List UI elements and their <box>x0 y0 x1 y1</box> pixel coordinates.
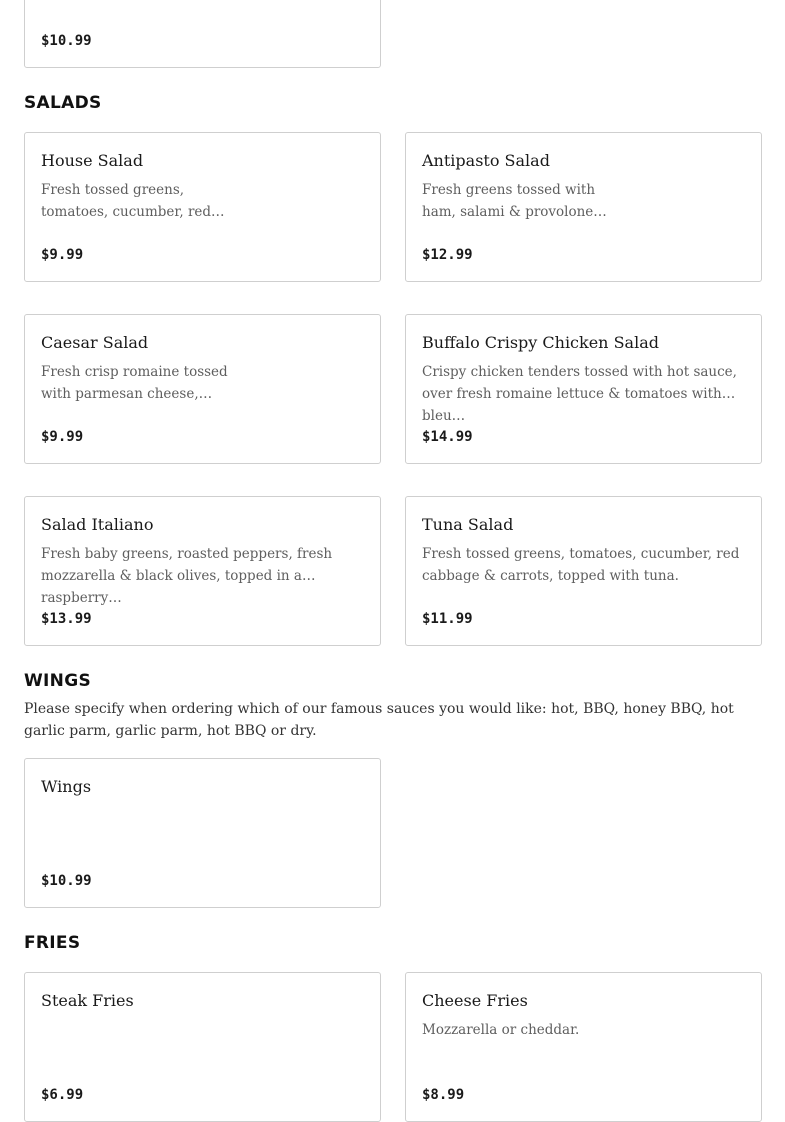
item-name: Wings <box>41 777 92 796</box>
item-name: Caesar Salad <box>41 333 149 352</box>
item-price: $8.99 <box>422 1087 465 1103</box>
menu-item-house-salad[interactable] <box>24 132 381 282</box>
item-name: Steak Fries <box>41 991 134 1010</box>
item-name: Buffalo Crispy Chicken Salad <box>422 333 659 352</box>
item-description: Fresh tossed greens, tomatoes, cucumber, red… <box>41 182 225 220</box>
item-price: $9.99 <box>41 247 84 263</box>
menu-item-wings[interactable] <box>24 758 381 908</box>
item-name: Tuna Salad <box>422 515 514 534</box>
item-name: Cheese Fries <box>422 991 528 1010</box>
item-description: Fresh baby greens, roasted peppers, fresh mozzarella & black olives, topped in a raspberry… <box>41 546 333 606</box>
section-description-wings: Please specify when ordering which of our famous sauces you would like: hot, BBQ, honey BBQ, hot garlic parm, garlic parm, hot BBQ or dry. <box>24 701 734 739</box>
item-description: Fresh greens tossed with ham, salami & provolone… <box>422 182 607 220</box>
item-price: $10.99 <box>41 873 92 889</box>
item-description: Mozzarella or cheddar. <box>422 1022 580 1038</box>
menu-item-antipasto-salad[interactable] <box>405 132 762 282</box>
section-title-wings: WINGS <box>24 671 92 691</box>
item-price: $9.99 <box>41 429 84 445</box>
section-title-salads: SALADS <box>24 93 102 113</box>
item-price: $10.99 <box>41 33 92 49</box>
menu-item-buffalo-crispy-chicken-salad[interactable] <box>405 314 762 464</box>
menu-item-salad-italiano[interactable] <box>24 496 381 646</box>
item-name: Salad Italiano <box>41 515 154 534</box>
menu-item-cheese-fries[interactable] <box>405 972 762 1122</box>
item-price: $6.99 <box>41 1087 84 1103</box>
item-name: House Salad <box>41 151 144 170</box>
item-description: Fresh crisp romaine tossed with parmesan cheese,… <box>41 364 228 402</box>
item-price: $14.99 <box>422 429 473 445</box>
item-price: $11.99 <box>422 611 473 627</box>
item-price: $13.99 <box>41 611 92 627</box>
item-description: Fresh tossed greens, tomatoes, cucumber, red cabbage & carrots, topped with tuna. <box>422 546 740 584</box>
menu-item-caesar-salad[interactable] <box>24 314 381 464</box>
menu-item-card[interactable] <box>24 0 381 68</box>
menu-item-steak-fries[interactable] <box>24 972 381 1122</box>
item-price: $12.99 <box>422 247 473 263</box>
menu-item-tuna-salad[interactable] <box>405 496 762 646</box>
item-name: Antipasto Salad <box>422 151 550 170</box>
item-description: Crispy chicken tenders tossed with hot sauce, over fresh romaine lettuce & tomatoes with bleu… <box>422 364 737 424</box>
section-title-fries: FRIES <box>24 933 81 953</box>
